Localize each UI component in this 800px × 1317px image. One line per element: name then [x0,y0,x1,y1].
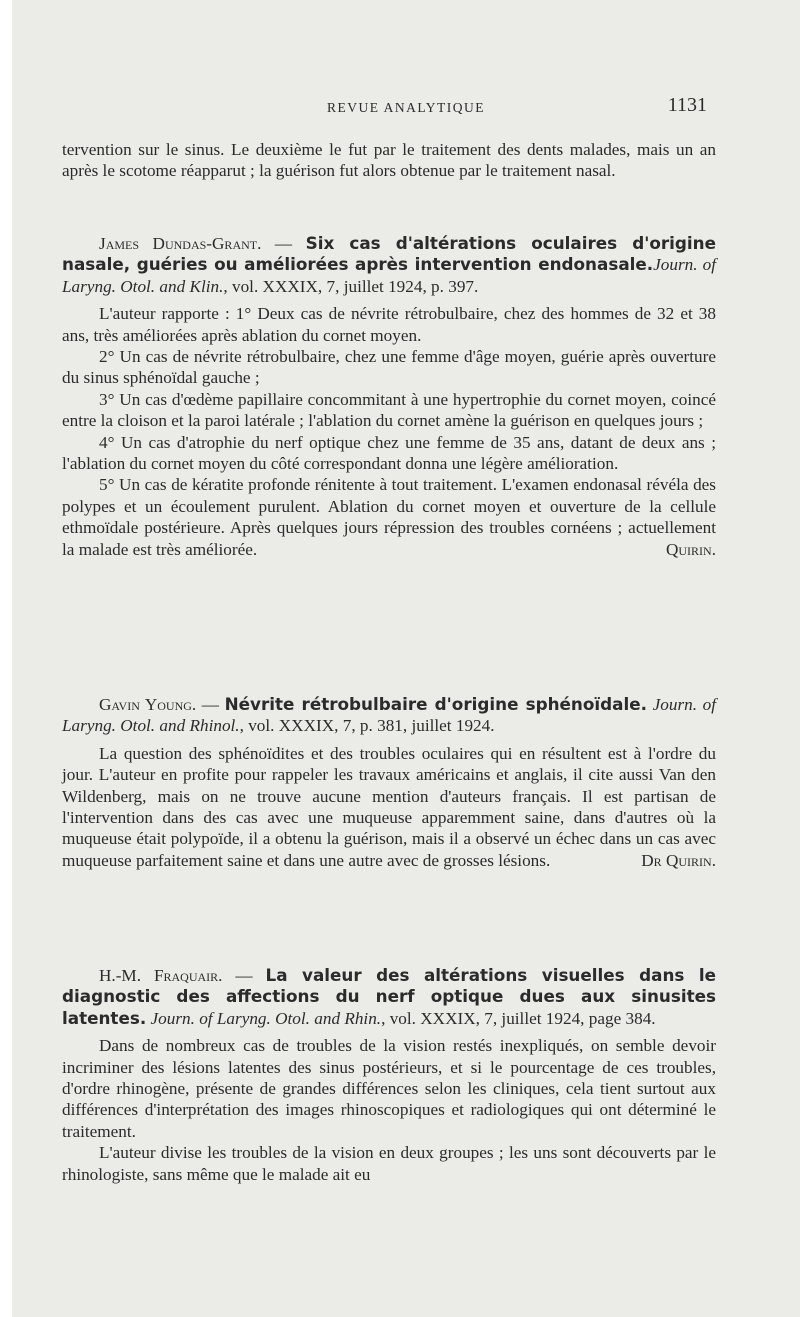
article-dundas-grant [62,233,716,560]
article-fraquair [62,965,716,1185]
paragraph-text: 5° Un cas de kératite profonde rénitente à tout traitement. L'examen endonasal révéla des polypes et un écoulement purulent. Ablation du cornet moyen et ouverture de la cellule ethmoïdale postérieure. Après quelques jours répression des troubles cornéens ; actuellement la malade est très améliorée. [62,475,716,559]
article-author: H.-M. Fraquair. [99,966,223,985]
continuation-text [62,139,716,182]
paragraph [62,474,716,560]
article-gavin-young [62,694,716,871]
journal-name: Journ. of Laryng. Otol. and Klin. [62,255,717,296]
paragraph: 3° Un cas d'œdème papillaire concommitant à une hypertrophie du cornet moyen, coincé entre la cloison et la paroi latérale ; l'ablation du cornet amène la guérison en quelques jours ; [62,389,716,431]
dash: — [196,695,225,714]
article-title: Six cas d'altérations oculaires d'origine nasale, guéries ou améliorées après intervention endonasale. [62,233,716,275]
paragraph: 4° Un cas d'atrophie du nerf optique chez une femme de 35 ans, datant de deux ans ; l'ablation du cornet moyen du côté correspondant donna une légère amélioration. [62,432,716,474]
paragraph: 2° Un cas de névrite rétrobulbaire, chez une femme d'âge moyen, guérie après ouverture du sinus sphénoïdal gauche ; [62,347,716,388]
dash: — [261,234,306,253]
article-title: La valeur des altérations visuelles dans le diagnostic des affections du nerf optique dues aux sinusites latentes. [62,965,716,1028]
article-heading [62,694,716,737]
continuation-paragraph: tervention sur le sinus. Le deuxième le fut par le traitement des dents malades, mais un an après le scotome réapparut ; la guérison fut alors obtenue par le traitement nasal. [62,140,716,181]
paragraph: L'auteur rapporte : 1° Deux cas de névrite rétrobulbaire, chez des hommes de 32 et 38 ans, très améliorées après ablation du cornet moyen. [62,304,716,345]
paragraph: Dans de nombreux cas de troubles de la vision restés inexpliqués, on semble devoir incriminer des lésions latentes des sinus postérieurs, et si le pourcentage de ces troubles, d'ordre rhinogène, présente de grandes différences selon les cliniques, cela tient surtout aux différences d'interprétation des images rhinoscopiques et radiologiques qui ont déterminé le traitement. [62,1036,716,1141]
signature: Dr Quirin. [641,850,716,870]
article-title: Névrite rétrobulbaire d'origine sphénoïdale. [224,694,648,714]
running-title: REVUE ANALYTIQUE [326,100,485,115]
scanned-page [12,0,800,1317]
article-author: James Dundas-Grant. [99,234,262,253]
journal-reference: , vol. XXXIX, 7, juillet 1924, p. 397. [223,276,479,296]
signature: Quirin. [665,539,716,559]
journal-reference: , vol. XXXIX, 7, juillet 1924, page 384. [381,1008,656,1028]
journal-name: Journ. of Laryng. Otol. and Rhinol. [62,695,716,736]
article-heading [62,965,716,1029]
journal-reference: , vol. XXXIX, 7, p. 381, juillet 1924. [239,716,495,736]
paragraph-text: La question des sphénoïdites et des troubles oculaires qui en résultent est à l'ordre du jour. L'auteur en profite pour rappeler les travaux américains et anglais, il cite aussi Van den Wildenberg, mais on ne trouve aucune mention d'auteurs français. Il est partisan de l'intervention dans des cas avec une muqueuse apparemment saine, dans d'autres où la muqueuse était polypoïde, il a obtenu la guérison, mais il a observé un échec dans un cas avec muqueuse parfaitement saine et dans une autre avec de grosses lésions. [62,743,716,870]
dash: — [222,966,266,985]
paragraph [62,743,716,871]
article-heading [62,233,716,297]
page-number: 1131 [667,94,707,116]
article-author: Gavin Young. [99,695,197,714]
journal-name: Journ. of Laryng. Otol. and Rhin. [150,1008,382,1028]
paragraph: L'auteur divise les troubles de la vision en deux groupes ; les uns sont découverts par le rhinologiste, sans même que le malade ait eu [62,1143,716,1184]
